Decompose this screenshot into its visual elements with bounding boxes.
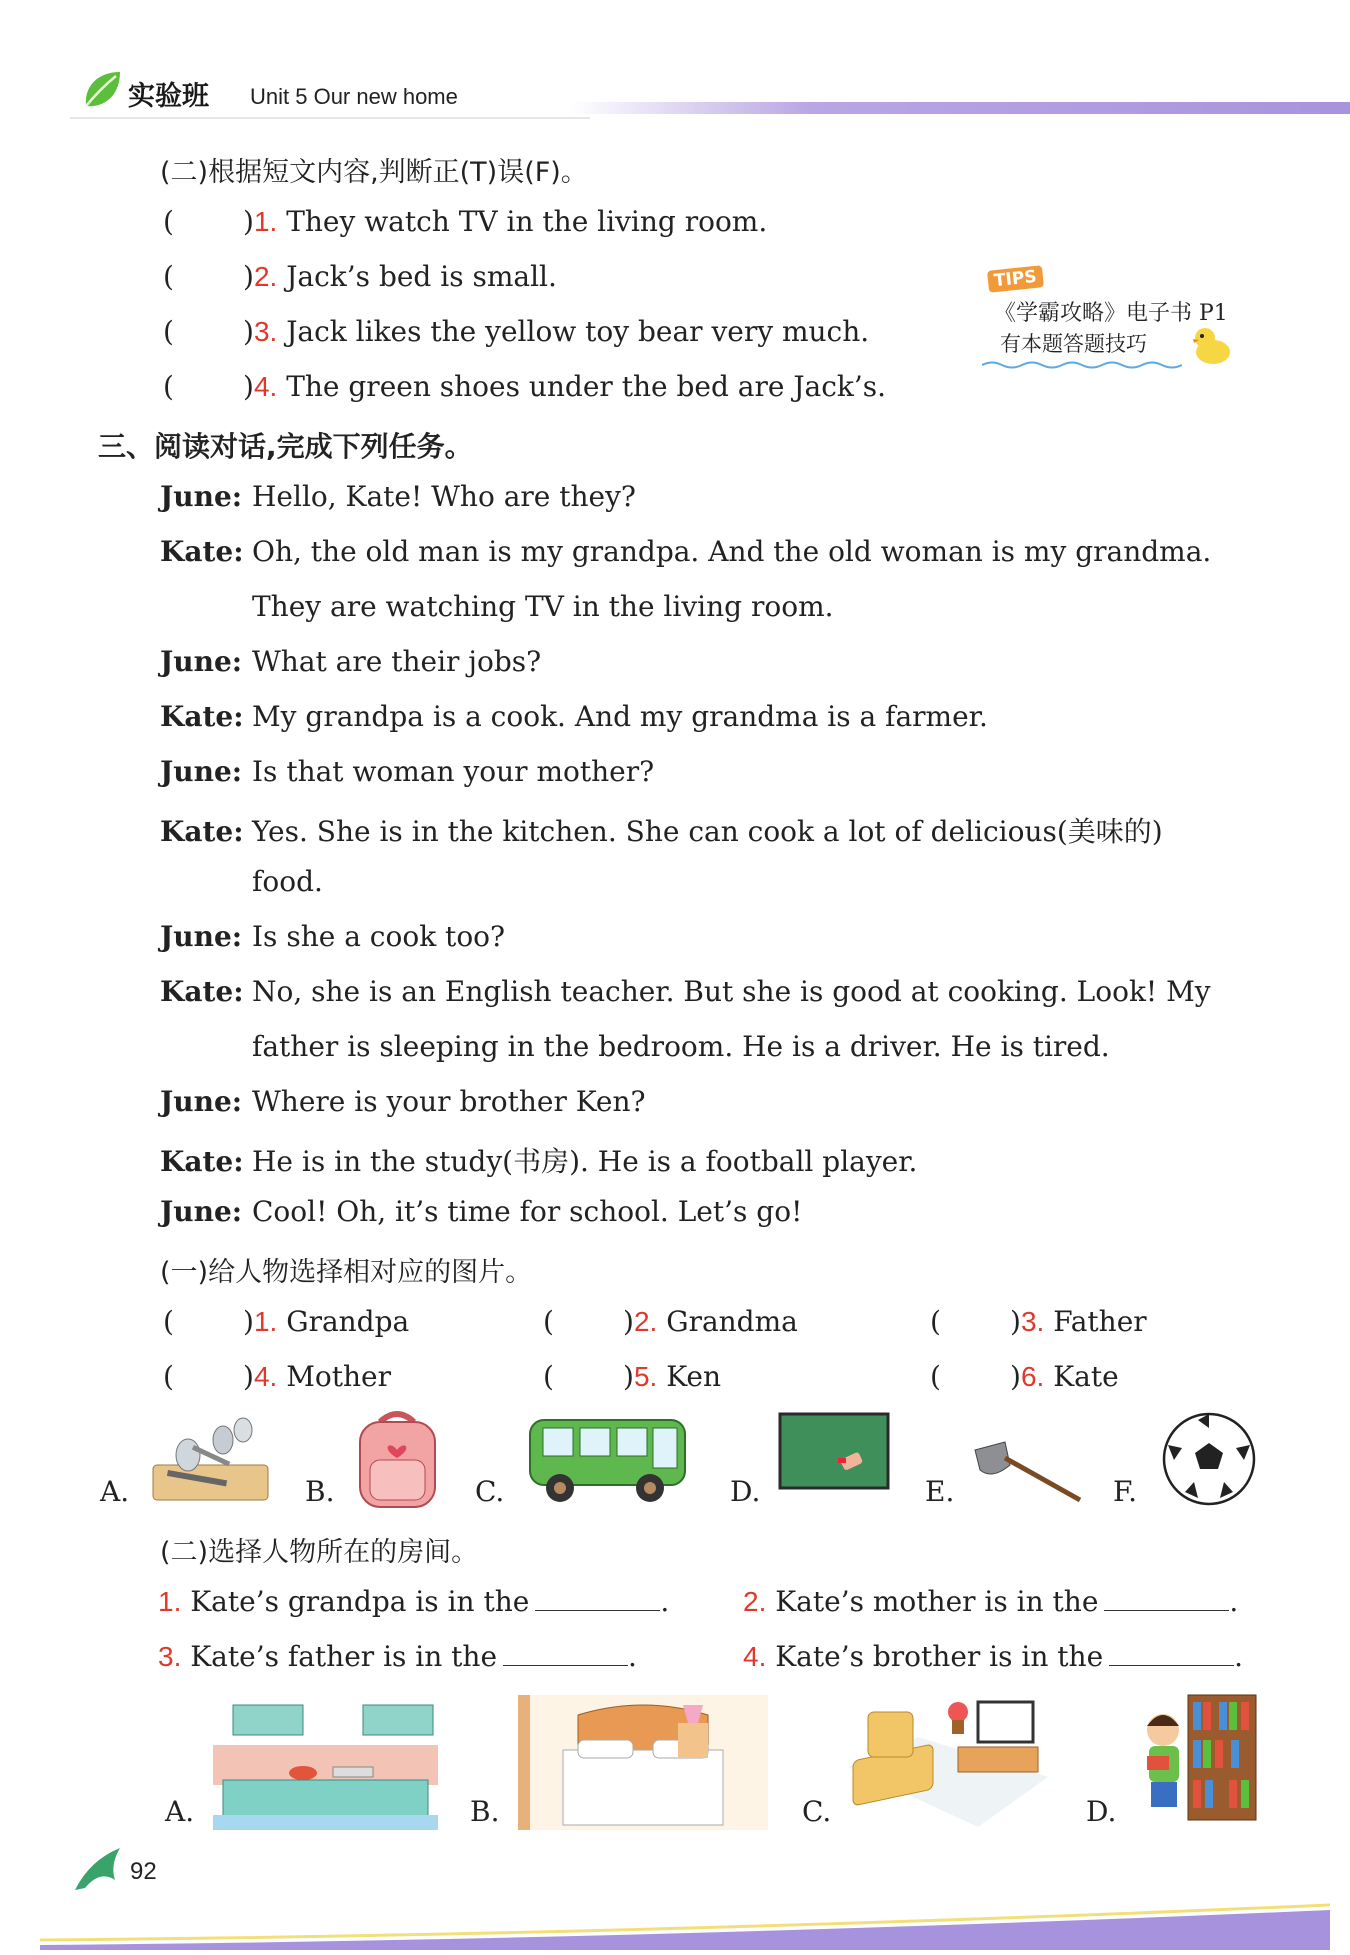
dialogue-line-2: Kate: Oh, the old man is my grandpa. And the old woman is my grandma. (160, 535, 1212, 568)
living-room-illustration (848, 1692, 1048, 1827)
tf-item-2: ( )2. Jack’s bed is small. (163, 260, 557, 293)
room-label-c: C. (802, 1795, 832, 1828)
room-item-3: 3. Kate’s father is in the . (158, 1640, 637, 1673)
footer-wave (40, 1900, 1330, 1950)
dialogue-line-8b: father is sleeping in the bedroom. He is a driver. He is tired. (252, 1030, 1110, 1063)
leaf-logo-icon (80, 68, 124, 112)
header-rule (70, 117, 590, 119)
tf-item-4: ( )4. The green shoes under the bed are Jack’s. (163, 370, 887, 403)
match-item-4: ( )4. Mother (163, 1360, 391, 1393)
dialogue-line-6: Kate: Yes. She is in the kitchen. She can cook a lot of delicious(美味的) (160, 815, 1163, 848)
page-header (70, 62, 1310, 122)
study-illustration (1133, 1690, 1258, 1825)
kitchen-utensils-icon (148, 1415, 273, 1505)
brand-title: 实验班 (128, 81, 209, 112)
section-title-tf: (二)根据短文内容,判断正(T)误(F)。 (160, 157, 588, 188)
dialogue-line-2b: They are watching TV in the living room. (252, 590, 834, 623)
part1-title: (一)给人物选择相对应的图片。 (160, 1257, 533, 1288)
match-item-5: ( )5. Ken (543, 1360, 721, 1393)
dialogue-line-11: June: Cool! Oh, it’s time for school. Let’s go! (160, 1195, 803, 1228)
match-item-2: ( )2. Grandma (543, 1305, 798, 1338)
dolphin-logo-icon (70, 1840, 130, 1900)
dialogue-line-8: Kate: No, she is an English teacher. But she is good at cooking. Look! My (160, 975, 1211, 1008)
kitchen-illustration (213, 1695, 438, 1830)
answer-blank-4[interactable] (1109, 1641, 1234, 1666)
section-3-title: 三、阅读对话,完成下列任务。 (98, 430, 473, 463)
dialogue-line-4: Kate: My grandpa is a cook. And my grandma is a farmer. (160, 700, 988, 733)
tips-line-2: 有本题答题技巧 (1000, 332, 1147, 356)
tf-item-1: ( )1. They watch TV in the living room. (163, 205, 768, 238)
room-item-4: 4. Kate’s brother is in the . (743, 1640, 1244, 1673)
tips-badge: TIPS (987, 265, 1044, 293)
dialogue-line-9: June: Where is your brother Ken? (160, 1085, 646, 1118)
dialogue-line-6b: food. (252, 865, 323, 898)
answer-blank-1[interactable] (535, 1586, 660, 1611)
dialogue-line-10: Kate: He is in the study(书房). He is a football player. (160, 1145, 918, 1178)
tips-wave-decoration (982, 360, 1182, 370)
bus-icon (525, 1410, 690, 1505)
tf-item-3: ( )3. Jack likes the yellow toy bear very much. (163, 315, 870, 348)
shovel-icon (970, 1440, 1085, 1505)
option-label-f: F. (1113, 1475, 1137, 1508)
room-item-2: 2. Kate’s mother is in the . (743, 1585, 1239, 1618)
option-label-e: E. (925, 1475, 955, 1508)
tips-line-1: 《学霸攻略》电子书 P1 (994, 301, 1228, 326)
room-label-b: B. (470, 1795, 500, 1828)
header-bar (570, 102, 1350, 114)
room-label-a: A. (165, 1795, 195, 1828)
unit-title: Unit 5 Our new home (250, 84, 458, 109)
duck-icon (1187, 320, 1235, 368)
chalkboard-icon (778, 1412, 890, 1492)
part2-title: (二)选择人物所在的房间。 (160, 1537, 479, 1568)
school-bag-icon (350, 1410, 445, 1510)
bedroom-illustration (518, 1695, 768, 1830)
option-label-a: A. (100, 1475, 130, 1508)
dialogue-line-1: June: Hello, Kate! Who are they? (160, 480, 636, 513)
room-item-1: 1. Kate’s grandpa is in the . (158, 1585, 670, 1618)
soccer-ball-icon (1160, 1410, 1258, 1508)
option-label-d: D. (730, 1475, 761, 1508)
dialogue-line-3: June: What are their jobs? (160, 645, 542, 678)
match-item-6: ( )6. Kate (930, 1360, 1119, 1393)
match-item-3: ( )3. Father (930, 1305, 1147, 1338)
page-number: 92 (130, 1858, 157, 1885)
option-label-b: B. (305, 1475, 335, 1508)
match-item-1: ( )1. Grandpa (163, 1305, 410, 1338)
room-label-d: D. (1086, 1795, 1117, 1828)
dialogue-line-7: June: Is she a cook too? (160, 920, 506, 953)
answer-blank-3[interactable] (503, 1641, 628, 1666)
option-label-c: C. (475, 1475, 505, 1508)
tips-box (982, 262, 1242, 372)
dialogue-line-5: June: Is that woman your mother? (160, 755, 655, 788)
answer-blank-2[interactable] (1104, 1586, 1229, 1611)
